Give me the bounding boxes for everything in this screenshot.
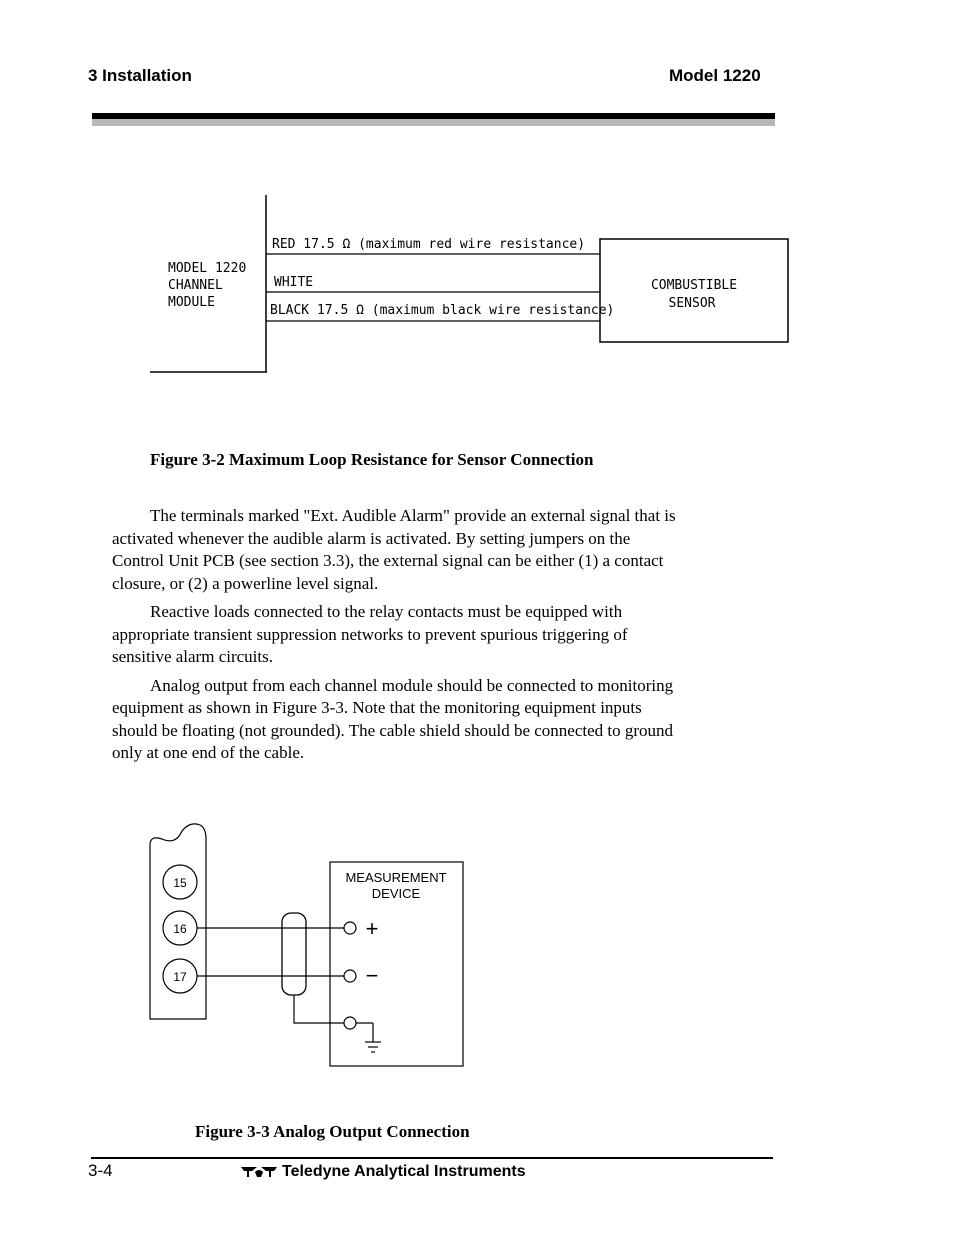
- header-model: Model 1220: [669, 66, 761, 85]
- figure-3-2-caption: Figure 3-2 Maximum Loop Resistance for Sensor Connection: [150, 450, 594, 469]
- sensor-label-line-1: COMBUSTIBLE: [650, 278, 738, 293]
- module-label-line-1: MODEL 1220: [168, 261, 247, 276]
- header-rule-shadow: [92, 119, 775, 126]
- page-number: 3-4: [88, 1161, 113, 1180]
- shield-drain-wire: [294, 995, 344, 1023]
- plus-icon: +: [365, 916, 379, 941]
- input-positive-terminal: [344, 922, 356, 934]
- terminal-15-label: 15: [173, 876, 187, 890]
- sensor-label-line-2: SENSOR: [668, 296, 716, 311]
- header-section: 3 Installation: [88, 66, 192, 85]
- input-ground-terminal: [344, 1017, 356, 1029]
- terminal-17-label: 17: [173, 970, 187, 984]
- module-label-line-3: MODULE: [168, 295, 215, 310]
- figure-3-3-diagram: [0, 815, 954, 1075]
- input-negative-terminal: [344, 970, 356, 982]
- footer-rule: [91, 1157, 773, 1159]
- footer-brand: [240, 1163, 526, 1181]
- wire-black-label: BLACK 17.5 Ω (maximum black wire resistance): [270, 303, 615, 318]
- paragraph-reactive-loads: Reactive loads connected to the relay contacts must be equipped with appropriate transient suppression networks to prevent spurious triggering of sensitive alarm circuits.: [112, 602, 628, 666]
- body-text: [112, 505, 684, 771]
- wire-white-label: WHITE: [274, 275, 314, 290]
- teledyne-logo-icon: [240, 1165, 278, 1179]
- wire-red-label: RED 17.5 Ω (maximum red wire resistance): [272, 237, 586, 252]
- cable-shield: [282, 913, 306, 995]
- figure-3-2-diagram: [0, 190, 954, 380]
- ground-icon: [356, 1023, 381, 1052]
- minus-icon: −: [365, 963, 379, 988]
- device-label-line-1: MEASUREMENT: [345, 870, 447, 885]
- figure-3-3-caption: Figure 3-3 Analog Output Connection: [195, 1122, 470, 1141]
- module-label-line-2: CHANNEL: [168, 278, 223, 293]
- device-label-line-2: DEVICE: [371, 886, 421, 901]
- paragraph-analog-output: Analog output from each channel module should be connected to monitoring equipment as shown in Figure 3-3. Note that the monitoring equipment inputs should be floating (not grounded). The cable shield should be connected to ground only at one end of the cable.: [112, 675, 674, 762]
- brand-name: Teledyne Analytical Instruments: [282, 1163, 526, 1180]
- terminal-16-label: 16: [173, 922, 187, 936]
- paragraph-external-alarm: The terminals marked "Ext. Audible Alarm" provide an external signal that is activated whenever the audible alarm is activated. By setting jumpers on the Control Unit PCB (see section 3.3), the external signal can be either (1) a contact closure, or (2) a powerline level signal.: [112, 506, 676, 593]
